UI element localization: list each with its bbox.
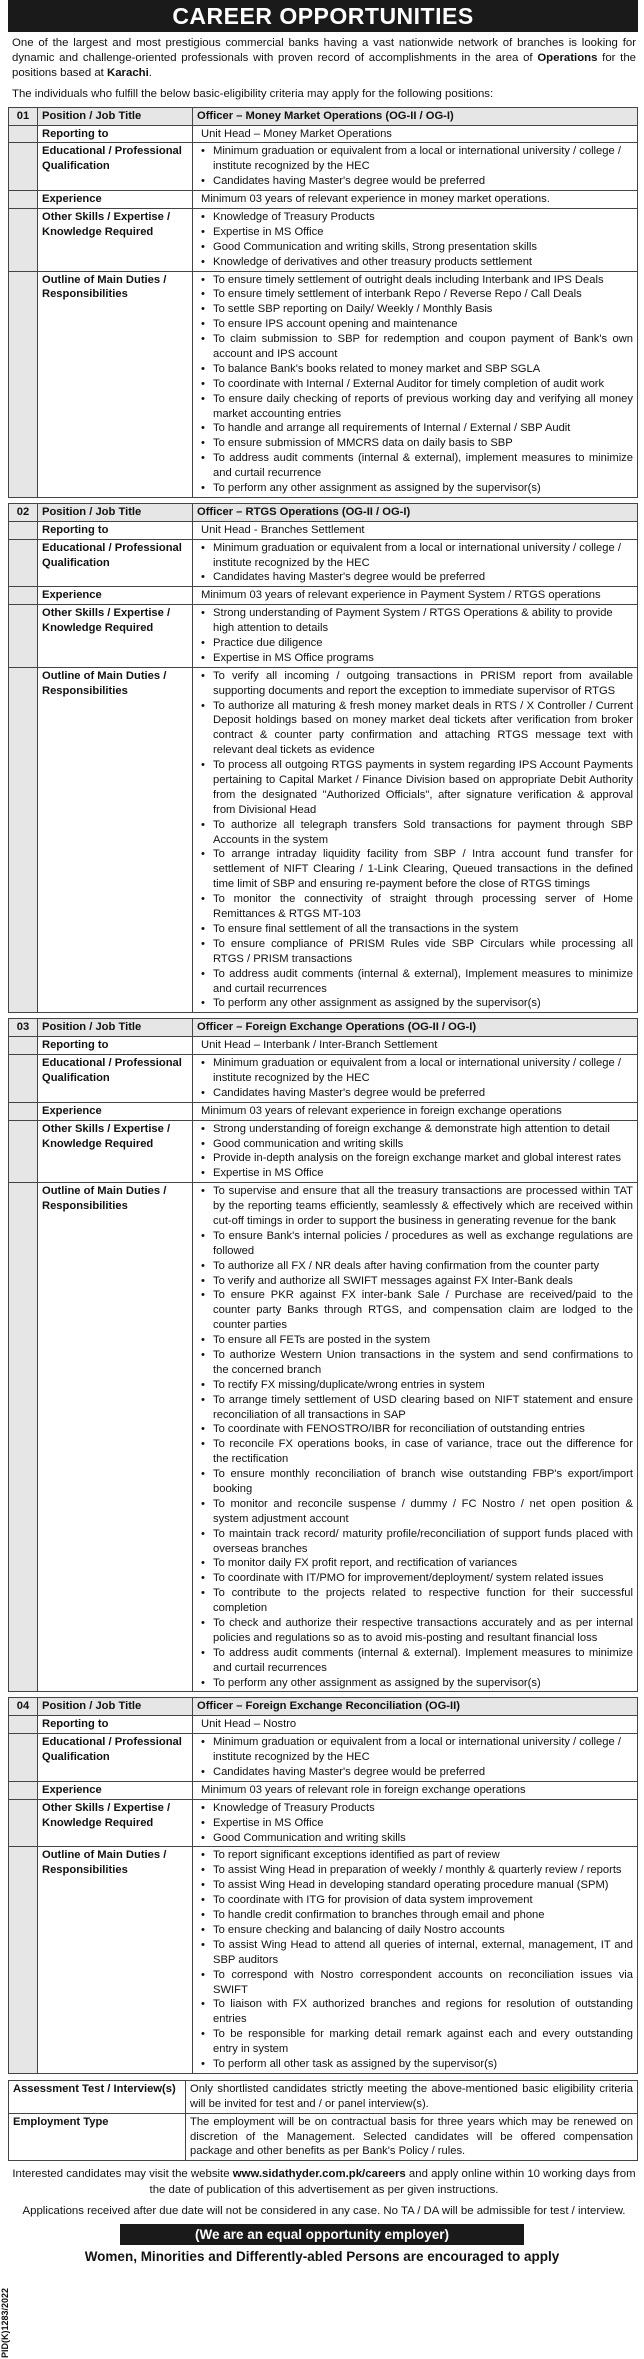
assessment-value: Only shortlisted candidates strictly meeting the above-mentioned basic eligibility criteria will be invited for test and / or panel interview(s). (186, 2080, 638, 2113)
education-row (9, 1734, 638, 1782)
duties-item: • To ensure PKR against FX inter-bank Sale / Purchase are received/paid to the counter party Banks through RTGS, and compensation claim are lodged to the counter parties (213, 1288, 633, 1333)
duties-list (197, 273, 633, 496)
duties-item: • To check and authorize their respective transactions accurately and as per internal policies and regulations so as to avoid mis-posting and resultant financial loss (213, 1616, 633, 1646)
duties-item: • To claim submission to SBP for redemption and coupon payment of Bank's own account and IPS account (213, 332, 633, 362)
assessment-label: Assessment Test / Interview(s) (9, 2080, 186, 2113)
education-item: • Minimum graduation or equivalent from a local or international university / college / institute recognized by the HEC (213, 541, 633, 571)
duties-item: • To coordinate with IT/PMO for improvement/deployment/ system related issues (213, 1571, 633, 1586)
duties-item: • To assist Wing Head in preparation of weekly / monthly & quarterly review / reports (213, 1863, 633, 1878)
duties-item: • To address audit comments (internal & external), Implement measures to minimize and curtail recurrences (213, 967, 633, 997)
education-label: Educational / Professional Qualification (38, 539, 193, 587)
duties-item: • To be responsible for marking detail remark against each and every outstanding entry in system (213, 2027, 633, 2057)
duties-item: • To process all outgoing RTGS payments in system regarding IPS Account Payments pertaining to Capital Market / Finance Division based on appropriate Debit Authority from the designated "Authorized Officials", after signature verification & approval from Divisional Head (213, 758, 633, 818)
duties-item: • To verify all incoming / outgoing transactions in PRISM report from available supporting documents and report the exception to immediate supervisor of RTGS (213, 669, 633, 699)
position-title: Officer – Money Market Operations (OG-II / OG-I) (193, 107, 638, 125)
duties-label: Outline of Main Duties / Responsibilities (38, 271, 193, 497)
duties-item: • To coordinate with ITG for provision of data system improvement (213, 1893, 633, 1908)
skills-list (197, 606, 633, 666)
position-label: Position / Job Title (38, 1698, 193, 1716)
duties-item: • To authorize all telegraph transfers Sold transactions for payment through SBP Accounts in the system (213, 818, 633, 848)
skills-item: • Expertise in MS Office (213, 1166, 633, 1181)
position-number: 01 (9, 107, 38, 125)
education-row (9, 1055, 638, 1103)
skills-row (9, 1120, 638, 1183)
education-label: Educational / Professional Qualification (38, 1734, 193, 1782)
education-item: • Candidates having Master's degree would be preferred (213, 1086, 633, 1101)
duties-row (9, 271, 638, 497)
duties-row (9, 667, 638, 1012)
duties-item: • To handle credit confirmation to branches through email and phone (213, 1908, 633, 1923)
education-item: • Candidates having Master's degree would be preferred (213, 174, 633, 189)
duties-item: • To correspond with Nostro correspondent accounts on reconciliation issues via SWIFT (213, 1968, 633, 1998)
reporting-row (9, 521, 638, 539)
duties-item: • To perform any other assignment as assigned by the supervisor(s) (213, 1676, 633, 1691)
duties-item: • To authorize all FX / NR deals after having confirmation from the counter party (213, 1259, 633, 1274)
duties-item: • To liaison with FX authorized branches and regions for resolution of outstanding entries (213, 1997, 633, 2027)
position-title: Officer – RTGS Operations (OG-II / OG-I) (193, 503, 638, 521)
duties-list (197, 1184, 633, 1690)
skills-value (193, 208, 638, 271)
reporting-value: Unit Head - Branches Settlement (193, 521, 638, 539)
position-header-row (9, 503, 638, 521)
reporting-value: Unit Head – Nostro (193, 1716, 638, 1734)
duties-item: • To ensure timely settlement of interbank Repo / Reverse Repo / Call Deals (213, 287, 633, 302)
position-table (8, 503, 638, 1013)
publication-code: PID(K)1283/2022 (0, 2287, 10, 2358)
skills-row (9, 605, 638, 668)
duties-item: • To ensure IPS account opening and maintenance (213, 317, 633, 332)
skills-label: Other Skills / Expertise / Knowledge Required (38, 605, 193, 668)
position-label: Position / Job Title (38, 503, 193, 521)
skills-value (193, 1120, 638, 1183)
education-value (193, 1055, 638, 1103)
skills-item: • Good communication and writing skills (213, 1137, 633, 1152)
duties-item: • To assist Wing Head in developing standard operating procedure manual (SPM) (213, 1878, 633, 1893)
skills-row (9, 208, 638, 271)
position-label: Position / Job Title (38, 107, 193, 125)
duties-label: Outline of Main Duties / Responsibilities (38, 667, 193, 1012)
education-list (197, 1056, 633, 1101)
skills-item: • Expertise in MS Office programs (213, 651, 633, 666)
duties-list (197, 1848, 633, 2071)
reporting-label: Reporting to (38, 1037, 193, 1055)
duties-item: • To verify and authorize all SWIFT messages against FX Inter-Bank deals (213, 1274, 633, 1289)
experience-value: Minimum 03 years of relevant experience in Payment System / RTGS operations (193, 587, 638, 605)
education-item: • Candidates having Master's degree would be preferred (213, 570, 633, 585)
education-item: • Minimum graduation or equivalent from a local or international university / college / institute recognized by the HEC (213, 1735, 633, 1765)
skills-item: • Good Communication and writing skills, Strong presentation skills (213, 240, 633, 255)
duties-item: • To arrange intraday liquidity facility from SBP / Intra account fund transfer for settlement of NIFT Clearing / 1-Link Clearing, Queued transactions in the defined time limit of SBP and ensuring re-payment before the close of RTGS timings (213, 847, 633, 892)
skills-label: Other Skills / Expertise / Knowledge Required (38, 208, 193, 271)
education-item: • Candidates having Master's degree would be preferred (213, 1765, 633, 1780)
education-value (193, 143, 638, 191)
skills-item: • Strong understanding of foreign exchange & demonstrate high attention to detail (213, 1122, 633, 1137)
position-table (8, 1697, 638, 2073)
duties-row (9, 1183, 638, 1692)
equal-opportunity-banner: (We are an equal opportunity employer) (120, 2224, 524, 2245)
education-item: • Minimum graduation or equivalent from a local or international university / college / institute recognized by the HEC (213, 1056, 633, 1086)
duties-item: • To maintain track record/ maturity profile/reconciliation of support funds placed with overseas branches (213, 1527, 633, 1557)
education-value (193, 539, 638, 587)
duties-item: • To supervise and ensure that all the treasury transactions are processed within TAT by the reporting teams efficiently, seamlessly & effectively which are received within cut-off timings in order to support the business in generating revenue for the bank (213, 1184, 633, 1229)
duties-item: • To coordinate with Internal / External Auditor for timely completion of audit work (213, 377, 633, 392)
experience-label: Experience (38, 587, 193, 605)
education-label: Educational / Professional Qualification (38, 143, 193, 191)
duties-value (193, 1847, 638, 2073)
positions-list (0, 107, 644, 2074)
duties-item: • To authorize Western Union transactions in the system and send confirmations to the concerned branch (213, 1348, 633, 1378)
education-row (9, 143, 638, 191)
skills-item: • Good Communication and writing skills (213, 1831, 633, 1846)
reporting-value: Unit Head – Interbank / Inter-Branch Settlement (193, 1037, 638, 1055)
duties-value (193, 667, 638, 1012)
skills-list (197, 1801, 633, 1846)
duties-item: • To ensure compliance of PRISM Rules vide SBP Circulars while processing all RTGS / PRISM transactions (213, 937, 633, 967)
skills-list (197, 210, 633, 270)
reporting-label: Reporting to (38, 125, 193, 143)
duties-item: • To reconcile FX operations books, in case of variance, trace out the difference for the rectification (213, 1437, 633, 1467)
skills-row (9, 1799, 638, 1847)
duties-item: • To ensure Bank's internal policies / procedures as well as exchange regulations are followed (213, 1229, 633, 1259)
skills-item: • Knowledge of Treasury Products (213, 1801, 633, 1816)
education-value (193, 1734, 638, 1782)
skills-label: Other Skills / Expertise / Knowledge Required (38, 1120, 193, 1183)
position-header-row (9, 107, 638, 125)
skills-item: • Provide in-depth analysis on the foreign exchange market and global interest rates (213, 1151, 633, 1166)
page-title: CAREER OPPORTUNITIES (8, 0, 638, 32)
reporting-label: Reporting to (38, 521, 193, 539)
intro-city: Karachi (107, 67, 149, 80)
intro-paragraph: One of the largest and most prestigious commercial banks having a vast nationwide network of branches is looking for dynamic and challenge-oriented professionals with proven record of accomplishments in the area of Operations for the positions based at Karachi. (12, 37, 636, 80)
duties-row (9, 1847, 638, 2073)
education-label: Educational / Professional Qualification (38, 1055, 193, 1103)
duties-item: • To balance Bank's books related to money market and SBP SGLA (213, 362, 633, 377)
reporting-row (9, 1037, 638, 1055)
education-item: • Minimum graduation or equivalent from a local or international university / college / institute recognized by the HEC (213, 144, 633, 174)
position-table (8, 1018, 638, 1692)
duties-item: • To settle SBP reporting on Daily/ Weekly / Monthly Basis (213, 302, 633, 317)
education-list (197, 541, 633, 586)
experience-row (9, 1102, 638, 1120)
footer (12, 2167, 636, 2219)
general-terms-table (8, 2080, 638, 2161)
skills-label: Other Skills / Expertise / Knowledge Required (38, 1799, 193, 1847)
skills-item: • Expertise in MS Office (213, 1816, 633, 1831)
duties-item: • To address audit comments (internal & external), implement measures to minimize and curtail recurrence (213, 451, 633, 481)
duties-item: • To address audit comments (internal & external). Implement measures to minimize and curtail recurrences (213, 1646, 633, 1676)
position-number: 03 (9, 1019, 38, 1037)
experience-row (9, 587, 638, 605)
apply-instructions: Interested candidates may visit the website www.sidathyder.com.pk/careers and apply online within 10 working days from the date of publication of this advertisement as per given instructions. (12, 2168, 636, 2196)
reporting-row (9, 1716, 638, 1734)
duties-item: • To arrange timely settlement of USD clearing based on NIFT statement and ensure reconciliation of all transactions in SAP (213, 1393, 633, 1423)
skills-value (193, 605, 638, 668)
duties-value (193, 271, 638, 497)
position-title: Officer – Foreign Exchange Reconciliation (OG-II) (193, 1698, 638, 1716)
encouragement-note: Women, Minorities and Differently-abled Persons are encouraged to apply (84, 2249, 560, 2265)
position-label: Position / Job Title (38, 1019, 193, 1037)
skills-value (193, 1799, 638, 1847)
education-row (9, 539, 638, 587)
skills-item: • Knowledge of Treasury Products (213, 210, 633, 225)
position-header-row (9, 1019, 638, 1037)
duties-item: • To assist Wing Head to attend all queries of internal, external, management, IT and SBP auditors (213, 1938, 633, 1968)
position-number: 02 (9, 503, 38, 521)
position-table (8, 107, 638, 498)
reporting-label: Reporting to (38, 1716, 193, 1734)
duties-label: Outline of Main Duties / Responsibilities (38, 1183, 193, 1692)
skills-item: • Knowledge of derivatives and other treasury products settlement (213, 255, 633, 270)
position-header-row (9, 1698, 638, 1716)
duties-item: • To perform any other assignment as assigned by the supervisor(s) (213, 481, 633, 496)
duties-item: • To ensure checking and balancing of daily Nostro accounts (213, 1923, 633, 1938)
duties-item: • To monitor and reconcile suspense / dummy / FC Nostro / net open position & system adjustment account (213, 1497, 633, 1527)
intro-area: Operations (537, 52, 598, 65)
duties-item: • To authorize all maturing & fresh money market deals in RTS / X Controller / Current Deposit holdings based on money market deal tickets after verification from broker contract & counter party confirmation and attaching RTGS message text with relevant deal tickets as evidence (213, 699, 633, 759)
position-number: 04 (9, 1698, 38, 1716)
skills-item: • Expertise in MS Office (213, 225, 633, 240)
position-title: Officer – Foreign Exchange Operations (OG-II / OG-I) (193, 1019, 638, 1037)
skills-item: • Strong understanding of Payment System / RTGS Operations & ability to provide high attention to details (213, 606, 633, 636)
duties-label: Outline of Main Duties / Responsibilities (38, 1847, 193, 2073)
experience-row (9, 191, 638, 209)
assessment-row (9, 2080, 638, 2113)
experience-value: Minimum 03 years of relevant role in foreign exchange operations (193, 1781, 638, 1799)
experience-label: Experience (38, 1781, 193, 1799)
duties-item: • To ensure submission of MMCRS data on daily basis to SBP (213, 436, 633, 451)
experience-value: Minimum 03 years of relevant experience in foreign exchange operations (193, 1102, 638, 1120)
employment-row (9, 2113, 638, 2161)
duties-item: • To perform any other assignment as assigned by the supervisor(s) (213, 996, 633, 1011)
skills-item: • Practice due diligence (213, 636, 633, 651)
duties-item: • To report significant exceptions identified as part of review (213, 1848, 633, 1863)
duties-item: • To monitor the connectivity of straight through processing server of Home Remittances & RTGS MT-103 (213, 892, 633, 922)
duties-item: • To ensure monthly reconciliation of branch wise outstanding FBP's export/import booking (213, 1467, 633, 1497)
eligibility-note: The individuals who fulfill the below basic-eligibility criteria may apply for the following positions: (12, 88, 494, 101)
experience-label: Experience (38, 1102, 193, 1120)
duties-item: • To perform all other task as assigned by the supervisor(s) (213, 2057, 633, 2072)
education-list (197, 1735, 633, 1780)
reporting-value: Unit Head – Money Market Operations (193, 125, 638, 143)
education-list (197, 144, 633, 189)
careers-website-link[interactable]: www.sidathyder.com.pk/careers (232, 2168, 406, 2181)
duties-item: • To ensure final settlement of all the transactions in the system (213, 922, 633, 937)
reporting-row (9, 125, 638, 143)
experience-row (9, 1781, 638, 1799)
employment-label: Employment Type (9, 2113, 186, 2161)
employment-value: The employment will be on contractual basis for three years which may be renewed on discretion of the Management. Selected candidates will be offered compensation package and other benefits as per Bank's Policy / rules. (186, 2113, 638, 2161)
duties-item: • To contribute to the projects related to respective function for their successful completion (213, 1586, 633, 1616)
duties-item: • To handle and arrange all requirements of Internal / External / SBP Audit (213, 421, 633, 436)
duties-value (193, 1183, 638, 1692)
skills-list (197, 1122, 633, 1182)
late-application-note: Applications received after due date will not be considered in any case. No TA / DA will be admissible for test / interview. (22, 2205, 626, 2218)
experience-label: Experience (38, 191, 193, 209)
experience-value: Minimum 03 years of relevant experience in money market operations. (193, 191, 638, 209)
duties-item: • To ensure daily checking of reports of previous working day and verifying all money market accounting entries (213, 392, 633, 422)
duties-item: • To coordinate with FENOSTRO/IBR for reconciliation of outstanding entries (213, 1422, 633, 1437)
duties-item: • To ensure all FETs are posted in the system (213, 1333, 633, 1348)
duties-item: • To rectify FX missing/duplicate/wrong entries in system (213, 1378, 633, 1393)
duties-list (197, 669, 633, 1011)
duties-item: • To monitor daily FX profit report, and rectification of variances (213, 1556, 633, 1571)
duties-item: • To ensure timely settlement of outright deals including Interbank and IPS Deals (213, 273, 633, 288)
